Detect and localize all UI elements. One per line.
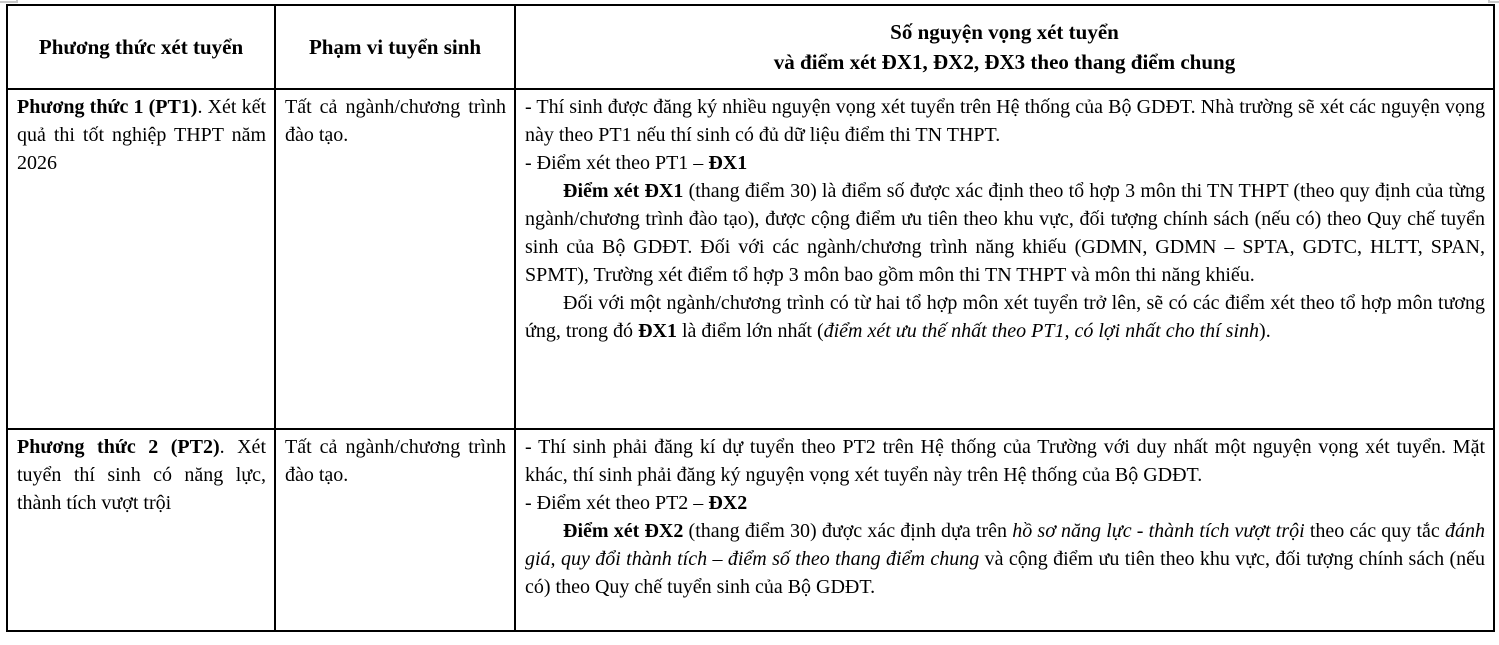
detail-paragraph: Đối với một ngành/chương trình có từ hai tổ hợp môn xét tuyển trở lên, sẽ có các điểm xét theo tổ hợp môn tương ứng, trong đó ĐX1 là điểm lớn nhất (điểm xét ưu thế nhất theo PT1, có lợi nhất cho thí sinh).: [525, 292, 1485, 342]
header-details-column: [515, 5, 1494, 89]
pt1-method-cell: [7, 89, 275, 429]
pt1-details-cell: [515, 89, 1494, 429]
header-method-label: Phương thức xét tuyển: [38, 35, 244, 59]
pt2-scope-text: Tất cả ngành/chương trình đào tạo.: [285, 436, 506, 486]
detail-paragraph: - Điểm xét theo PT1 – ĐX1: [525, 152, 748, 174]
pt2-details-cell: [515, 429, 1494, 631]
spreadsheet-grid-fragment-left: [0, 0, 18, 3]
admission-methods-table: [6, 4, 1495, 632]
detail-paragraph: - Thí sinh được đăng ký nhiều nguyện vọng xét tuyển trên Hệ thống của Bộ GDĐT. Nhà trường sẽ xét các nguyện vọng này theo PT1 nếu thí sinh có đủ dữ liệu điểm thi TN THPT.: [525, 96, 1485, 146]
header-details-line2: và điểm xét ĐX1, ĐX2, ĐX3 theo thang điểm chung: [773, 50, 1236, 74]
header-scope-column: [275, 5, 515, 89]
table-header-row: [7, 5, 1494, 89]
pt2-method-text: Phương thức 2 (PT2). Xét tuyển thí sinh có năng lực, thành tích vượt trội: [17, 436, 266, 514]
pt1-method-text: Phương thức 1 (PT1). Xét kết quả thi tốt nghiệp THPT năm 2026: [17, 96, 267, 174]
table-row-pt2: [7, 429, 1494, 631]
pt2-scope-cell: [275, 429, 515, 631]
spreadsheet-grid-fragment-right: [1488, 0, 1499, 3]
header-scope-label: Phạm vi tuyển sinh: [308, 35, 482, 59]
detail-paragraph: - Điểm xét theo PT2 – ĐX2: [525, 492, 748, 514]
detail-paragraph: Điểm xét ĐX1 (thang điểm 30) là điểm số được xác định theo tổ hợp 3 môn thi TN THPT (theo quy định của từng ngành/chương trình đào tạo), được cộng điểm ưu tiên theo khu vực, đối tượng chính sách (nếu có) theo Quy chế tuyển sinh của Bộ GDĐT. Đối với các ngành/chương trình năng khiếu (GDMN, GDMN – SPTA, GDTC, HLTT, SPAN, SPMT), Trường xét điểm tổ hợp 3 môn bao gồm môn thi TN THPT và môn thi năng khiếu.: [525, 180, 1485, 286]
pt1-scope-text: Tất cả ngành/chương trình đào tạo.: [285, 96, 506, 146]
pt1-scope-cell: [275, 89, 515, 429]
detail-paragraph: - Thí sinh phải đăng kí dự tuyển theo PT2 trên Hệ thống của Trường với duy nhất một nguyện vọng xét tuyển. Mặt khác, thí sinh phải đăng ký nguyện vọng xét tuyển này trên Hệ thống của Bộ GDĐT.: [525, 436, 1485, 486]
detail-paragraph: Điểm xét ĐX2 (thang điểm 30) được xác định dựa trên hồ sơ năng lực - thành tích vượt trội theo các quy tắc đánh giá, quy đổi thành tích – điểm số theo thang điểm chung và cộng điểm ưu tiên theo khu vực, đối tượng chính sách (nếu có) theo Quy chế tuyển sinh của Bộ GDĐT.: [525, 520, 1485, 598]
header-details-line1: Số nguyện vọng xét tuyển: [890, 20, 1119, 44]
table-row-pt1: [7, 89, 1494, 429]
pt2-method-cell: [7, 429, 275, 631]
header-method-column: [7, 5, 275, 89]
